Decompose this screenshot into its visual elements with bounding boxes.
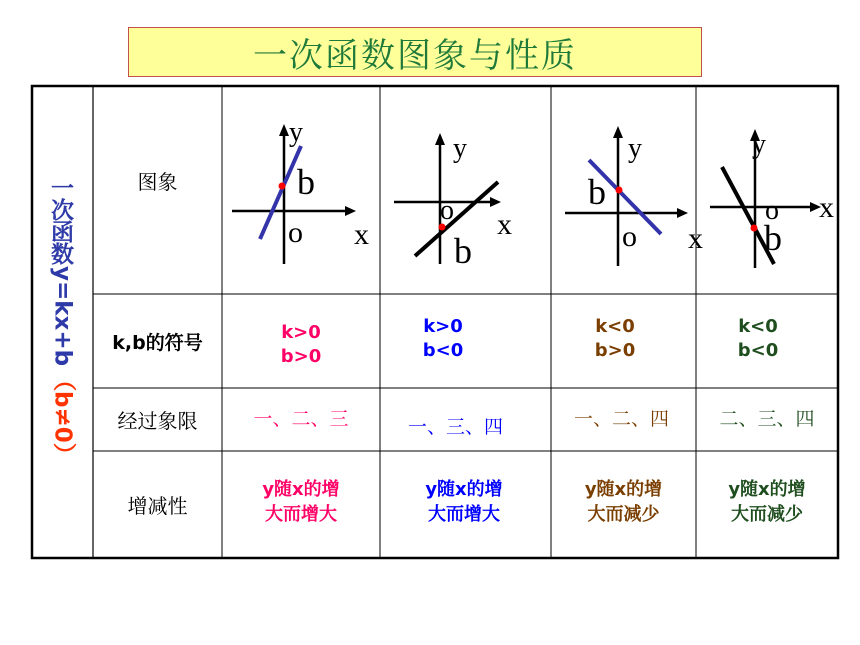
y-intercept-point: [279, 183, 286, 190]
x-axis-arrow-icon: [345, 206, 356, 216]
monotonicity-cell-2: [425, 477, 502, 527]
graph-k-pos-b-neg: [380, 86, 551, 294]
x-axis-arrow-icon: [677, 208, 688, 218]
b-sign: b>0: [594, 340, 636, 361]
side-char: 函: [51, 220, 74, 247]
b-sign: b>0: [280, 346, 322, 367]
k-sign: k<0: [595, 316, 635, 337]
b-sign: b<0: [737, 340, 779, 361]
monotonicity-cell-1: [262, 477, 339, 527]
quadrants-cell-3: 一、二、四: [573, 408, 669, 430]
x-axis-label: x: [354, 218, 369, 251]
function-formula: y=kx+b: [49, 266, 76, 367]
origin-label: o: [765, 195, 779, 226]
trend-line-2: 大而减少: [587, 503, 660, 525]
intercept-label: b: [588, 172, 606, 212]
side-char: 数: [51, 242, 74, 269]
quadrants-cell-1: 一、二、三: [253, 408, 349, 430]
row-label-quadrants: 经过象限: [117, 409, 198, 433]
origin-label: o: [622, 220, 637, 253]
intercept-label: b: [764, 218, 782, 258]
row-label-graph: 图象: [137, 169, 178, 194]
sign-cell-2: [423, 315, 464, 363]
sign-cell-3: [595, 315, 636, 363]
x-axis-label: x: [497, 208, 512, 241]
row-label-monotonicity: 增减性: [127, 494, 188, 518]
trend-line-1: y随x的增: [425, 478, 503, 500]
graph-k-pos-b-pos: [222, 86, 380, 294]
intercept-label: b: [297, 162, 315, 202]
function-definition-label: [32, 86, 93, 558]
page-title: 一次函数图象与性质: [253, 35, 577, 76]
monotonicity-cell-4: [728, 477, 805, 527]
trend-line-2: 大而减少: [731, 503, 803, 525]
origin-label: o: [440, 195, 454, 226]
side-char: 次: [51, 198, 74, 225]
sign-cell-1: [281, 321, 322, 369]
row-label-signs: k,b的符号: [112, 331, 203, 354]
y-axis-label: y: [453, 133, 467, 164]
y-axis-label: y: [289, 117, 303, 148]
k-sign: k<0: [738, 316, 778, 337]
trend-line-1: y随x的增: [262, 478, 340, 500]
sign-cell-4: [738, 315, 779, 363]
origin-label: o: [288, 216, 303, 249]
trend-line-2: 大而增大: [265, 503, 337, 525]
y-intercept-point: [616, 187, 623, 194]
x-axis-label: x: [688, 222, 703, 255]
y-axis-label: y: [752, 129, 766, 160]
side-char: 一: [51, 176, 74, 203]
graph-k-neg-b-neg: [696, 86, 838, 294]
y-axis-arrow-icon: [613, 126, 623, 138]
y-axis-arrow-icon: [435, 133, 445, 145]
trend-line-1: y随x的增: [728, 478, 806, 500]
graph-k-neg-b-pos: [551, 86, 703, 294]
quadrants-cell-2: 一、三、四: [407, 416, 503, 438]
k-sign: k>0: [281, 322, 321, 343]
trend-line-2: 大而增大: [428, 503, 500, 525]
x-axis-arrow-icon: [490, 197, 501, 207]
monotonicity-cell-3: [585, 477, 662, 527]
x-axis-label: x: [819, 191, 834, 224]
y-axis-label: y: [628, 133, 642, 164]
trend-line-1: y随x的增: [584, 478, 663, 500]
b-sign: b<0: [422, 340, 464, 361]
quadrants-cell-4: 二、三、四: [719, 408, 815, 430]
function-condition: （b≠0）: [49, 368, 76, 466]
y-axis-arrow-icon: [279, 124, 289, 136]
y-intercept-point: [751, 225, 758, 232]
intercept-label: b: [454, 231, 472, 271]
k-sign: k>0: [423, 316, 463, 337]
